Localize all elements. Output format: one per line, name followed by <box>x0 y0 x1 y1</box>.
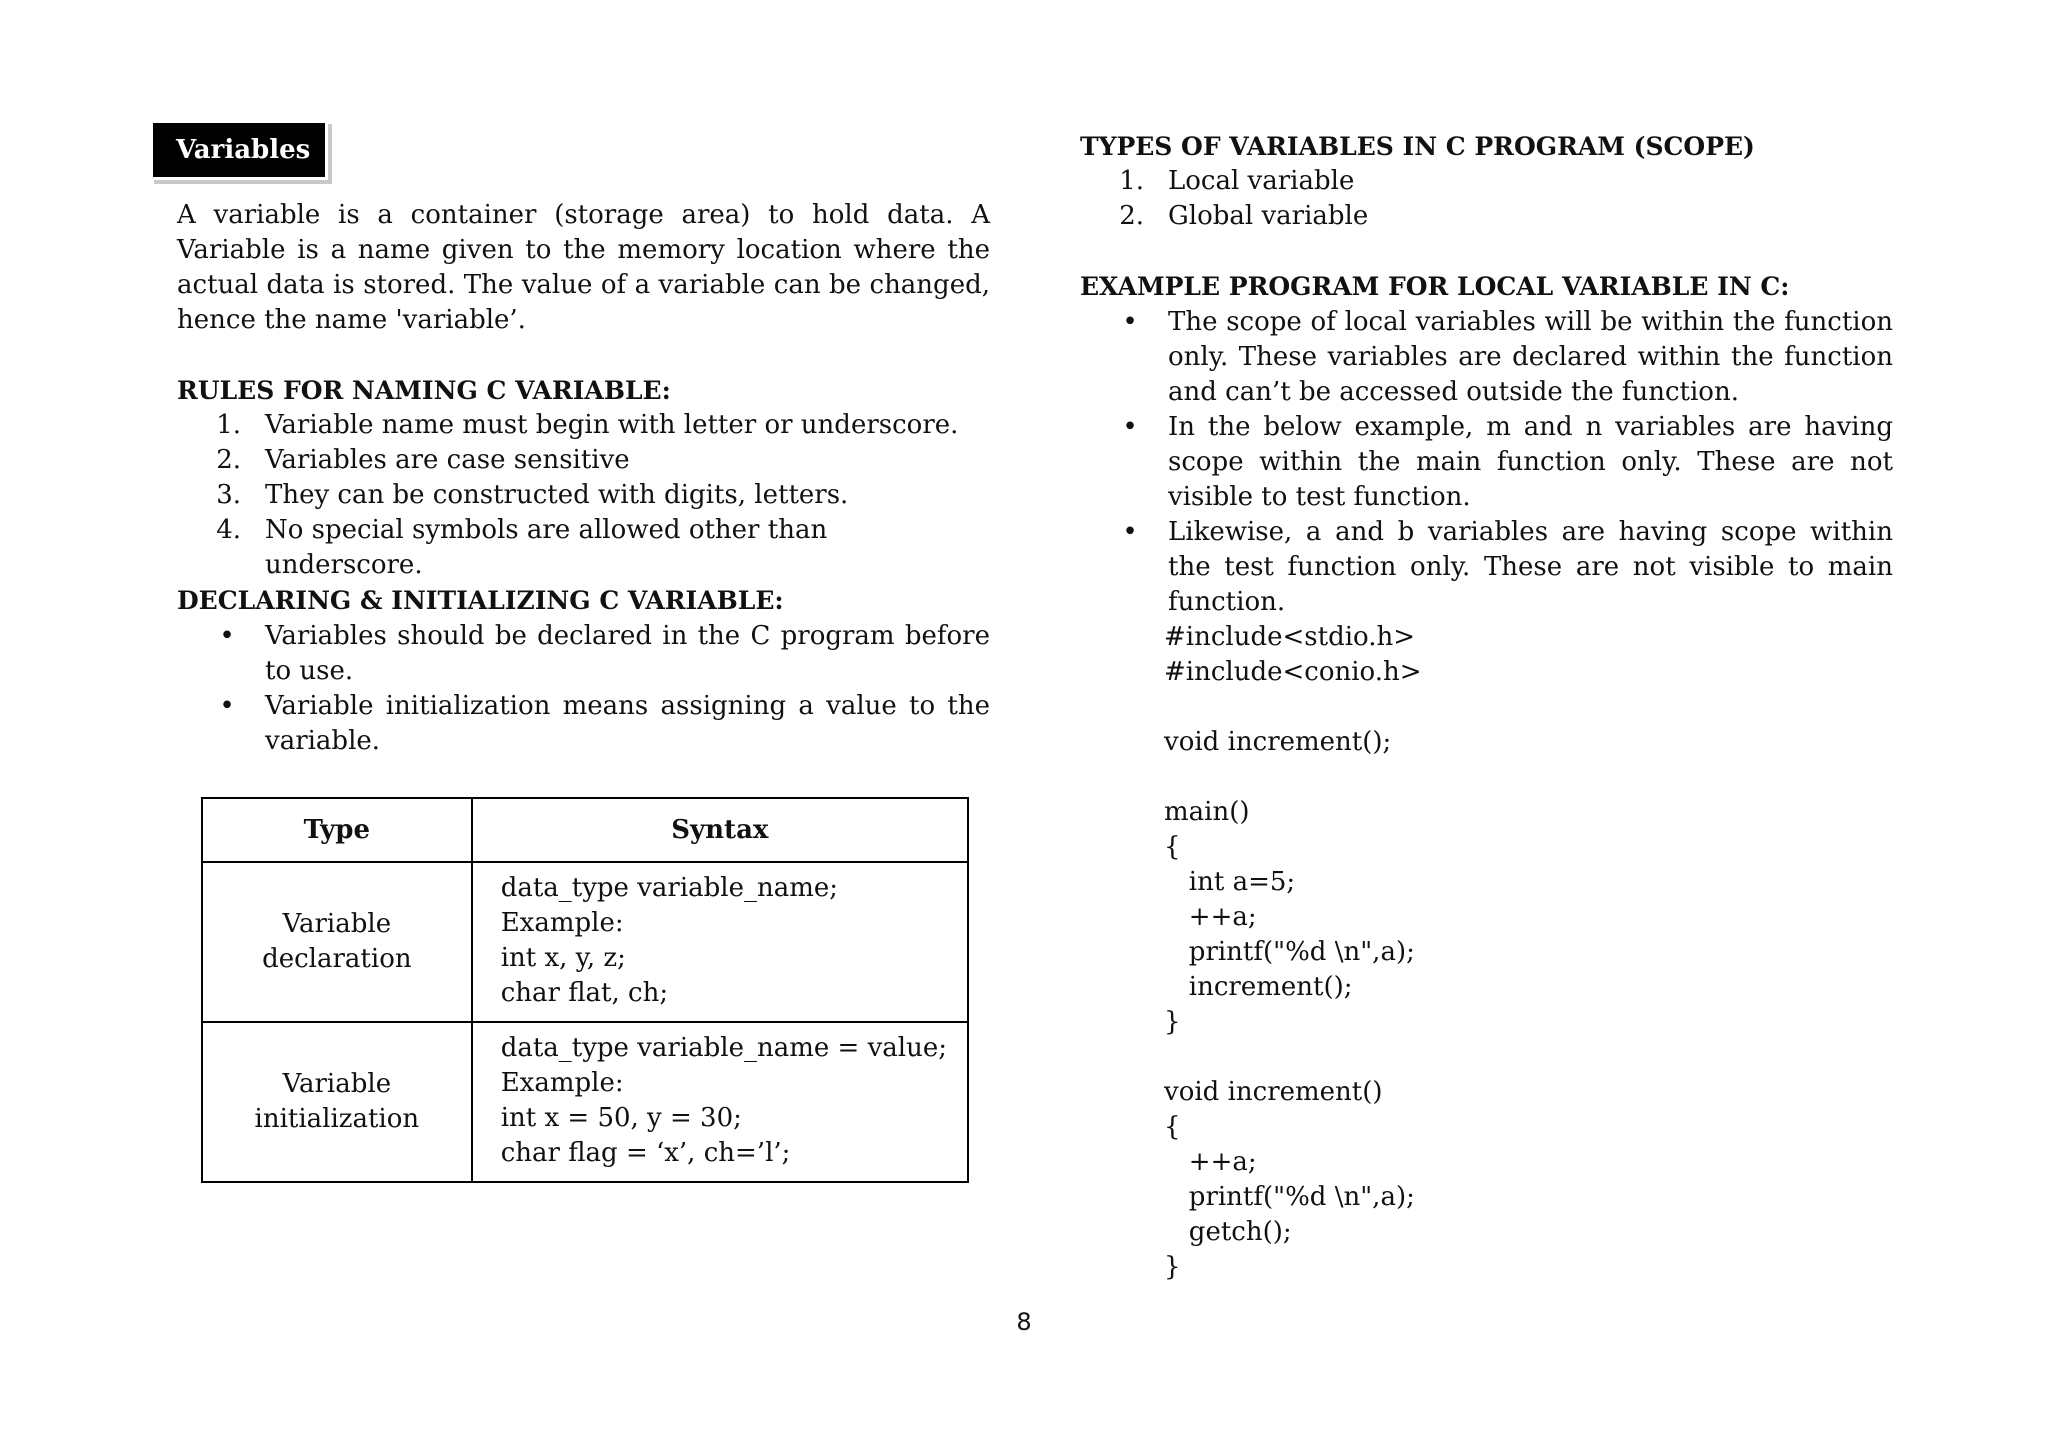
table-row <box>202 1022 968 1182</box>
rules-list <box>177 408 990 583</box>
list-item: 1. Local variable <box>1119 166 1355 196</box>
list-item: • Likewise, a and b variables are having scope within the test function only. These are not visible to main function. <box>1122 517 1893 617</box>
table-header-row <box>202 798 968 862</box>
section-title: Variables <box>176 135 311 165</box>
section-title-box <box>153 123 325 177</box>
list-item: 4. No special symbols are allowed other than underscore. <box>216 515 828 580</box>
types-list <box>1080 164 1893 234</box>
example-bullets <box>1080 305 1893 620</box>
declare-heading: DECLARING & INITIALIZING C VARIABLE: <box>177 586 784 615</box>
rules-heading: RULES FOR NAMING C VARIABLE: <box>177 376 671 405</box>
declare-bullets <box>177 619 990 759</box>
type-cell: Variable declaration <box>202 862 472 1022</box>
types-heading: TYPES OF VARIABLES IN C PROGRAM (SCOPE) <box>1080 132 1755 161</box>
list-item: • Variables should be declared in the C program before to use. <box>219 621 990 686</box>
intro-paragraph: A variable is a container (storage area) to hold data. A Variable is a name given to the memory location where the actual data is stored. The value of a variable can be changed, hence the name 'variable’. <box>177 200 990 335</box>
column-header: Type <box>202 798 472 862</box>
list-item: • Variable initialization means assigning a value to the variable. <box>219 691 990 756</box>
column-header: Syntax <box>472 798 968 862</box>
list-item: 1. Variable name must begin with letter or underscore. <box>216 410 959 440</box>
syntax-cell: data_type variable_name; Example: int x, y, z; char flat, ch; <box>472 862 968 1022</box>
syntax-cell: data_type variable_name = value; Example: int x = 50, y = 30; char flag = ‘x’, ch=’l’; <box>472 1022 968 1182</box>
list-item: 3. They can be constructed with digits, letters. <box>216 480 849 510</box>
list-item: • The scope of local variables will be within the function only. These variables are declared within the function and can’t be accessed outside the function. <box>1122 307 1893 407</box>
list-item: 2. Variables are case sensitive <box>216 445 630 475</box>
variable-table <box>201 797 969 1183</box>
code-listing: #include<stdio.h> #include<conio.h> void increment(); main() { int a=5; ++a; printf("%d \n",a); increment(); } void increment() { ++a; printf("%d \n",a); getch(); } <box>1164 622 1422 1282</box>
page-number: 8 <box>1016 1308 1032 1336</box>
list-item: 2. Global variable <box>1119 201 1369 231</box>
table-row <box>202 862 968 1022</box>
list-item: • In the below example, m and n variables are having scope within the main function only. These are not visible to test function. <box>1122 412 1893 512</box>
example-heading: EXAMPLE PROGRAM FOR LOCAL VARIABLE IN C: <box>1080 272 1790 301</box>
type-cell: Variable initialization <box>202 1022 472 1182</box>
